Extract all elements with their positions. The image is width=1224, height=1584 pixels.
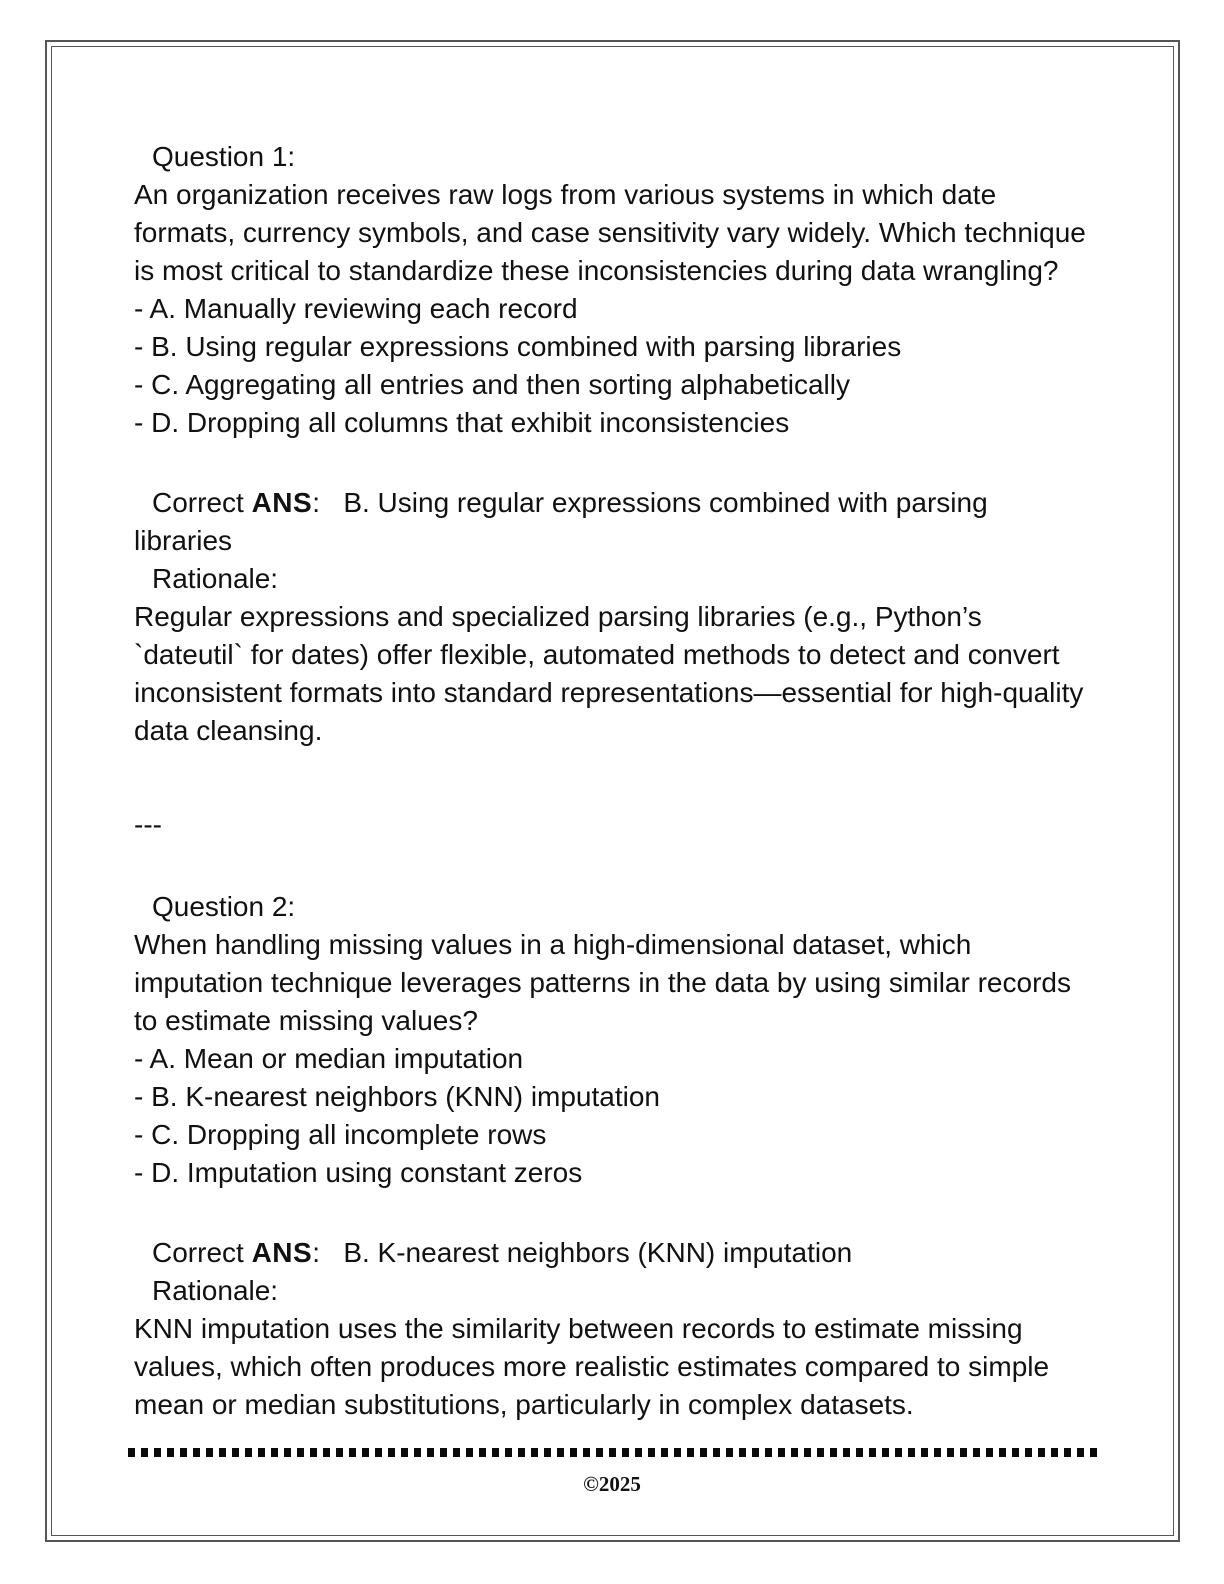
- correct-answer-line: [134, 484, 1092, 560]
- correct-label: Correct: [152, 1237, 252, 1268]
- ans-label: ANS: [251, 487, 313, 518]
- ans-label: ANS: [251, 1237, 313, 1268]
- answer-option-a: - A. Manually reviewing each record: [134, 293, 578, 324]
- correct-answer-line: [134, 1234, 1092, 1272]
- answer-option-d: - D. Imputation using constant zeros: [134, 1157, 583, 1188]
- correct-answer-text: : B. Using regular expressions combined with parsing libraries: [134, 487, 996, 556]
- question-text: An organization receives raw logs from various systems in which date formats, currency symbols, and case sensitivity vary widely. Which technique is most critical to standardize these inconsistencies during data wrangling?: [134, 179, 1094, 286]
- rationale-text: KNN imputation uses the similarity between records to estimate missing values, which often produces more realistic estimates compared to simple mean or median substitutions, particularly in complex datasets.: [134, 1313, 1057, 1420]
- answer-option-c: - C. Aggregating all entries and then sorting alphabetically: [134, 369, 850, 400]
- dotted-divider: [128, 1448, 1098, 1457]
- rationale-label: Rationale:: [152, 563, 279, 594]
- correct-answer-text: : B. K-nearest neighbors (KNN) imputation: [312, 1237, 853, 1268]
- answer-option-a: - A. Mean or median imputation: [134, 1043, 524, 1074]
- answer-option-b: - B. Using regular expressions combined with parsing libraries: [134, 331, 902, 362]
- answer-option-d: - D. Dropping all columns that exhibit inconsistencies: [134, 407, 790, 438]
- question-block-1: [134, 138, 1092, 750]
- answer-option-c: - C. Dropping all incomplete rows: [134, 1119, 547, 1150]
- rationale-text: Regular expressions and specialized parsing libraries (e.g., Python’s `dateutil` for dates) offer flexible, automated methods to detect and convert inconsistent formats into standard representations—essential for high-quality data cleansing.: [134, 601, 1092, 746]
- page-footer: ©2025: [583, 1472, 641, 1496]
- correct-label: Correct: [152, 487, 252, 518]
- question-label: Question 1:: [152, 141, 296, 172]
- answer-option-b: - B. K-nearest neighbors (KNN) imputation: [134, 1081, 660, 1112]
- question-text: When handling missing values in a high-dimensional dataset, which imputation technique leverages patterns in the data by using similar records to estimate missing values?: [134, 929, 1079, 1036]
- question-label: Question 2:: [152, 891, 296, 922]
- rationale-label: Rationale:: [152, 1275, 279, 1306]
- section-separator: ---: [134, 809, 162, 840]
- document-content: [134, 138, 1092, 1424]
- question-block-2: [134, 888, 1092, 1424]
